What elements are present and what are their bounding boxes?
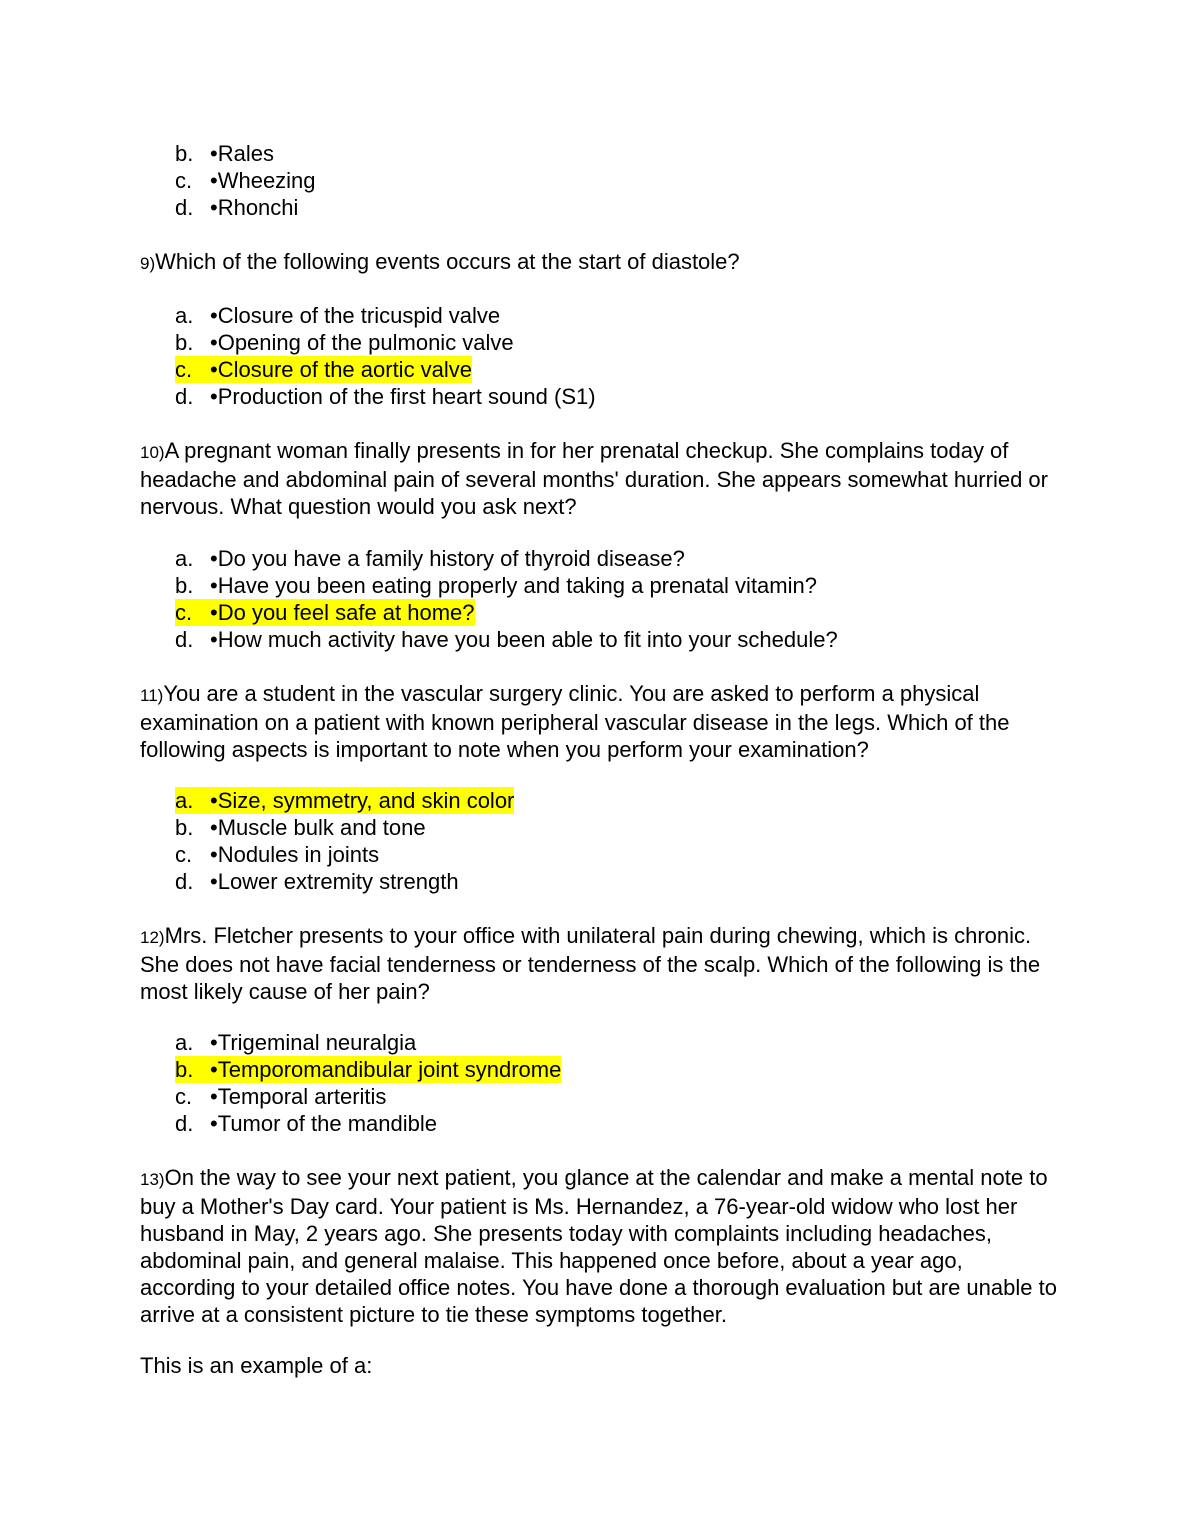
question-11	[140, 680, 1060, 763]
question-text-block	[140, 1164, 1060, 1328]
option-letter: d.	[175, 384, 194, 409]
option-text: •Nodules in joints	[210, 842, 380, 867]
option-item	[140, 599, 1060, 626]
option-item	[140, 1083, 1060, 1110]
option-letter: d.	[175, 1111, 194, 1136]
question-12	[140, 922, 1060, 1005]
question-13	[140, 1164, 1060, 1328]
question-9	[140, 248, 1060, 277]
option-letter: b.	[175, 141, 194, 166]
prev-options-block	[140, 140, 1060, 221]
options-list	[140, 787, 1060, 895]
option-letter: c.	[175, 842, 193, 867]
option-text: •Size, symmetry, and skin color	[210, 788, 515, 813]
option-letter: a.	[175, 546, 194, 571]
option-item	[140, 572, 1060, 599]
option-item	[140, 329, 1060, 356]
option-text: •Have you been eating properly and taking a prenatal vitamin?	[210, 573, 817, 598]
option-text: •Trigeminal neuralgia	[210, 1030, 417, 1055]
option-text: •Temporal arteritis	[210, 1084, 387, 1109]
option-letter: d.	[175, 627, 194, 652]
option-item	[140, 383, 1060, 410]
question-number: 12)	[140, 928, 165, 947]
option-text: •Production of the first heart sound (S1)	[210, 384, 596, 409]
question-text: A pregnant woman finally presents in for her prenatal checkup. She complains today of headache and abdominal pain of several months' duration. She appears somewhat hurried or nervous. What question would you ask next?	[140, 438, 1048, 519]
trailing-text: This is an example of a:	[140, 1353, 373, 1378]
option-text: •Do you have a family history of thyroid disease?	[210, 546, 685, 571]
options-list	[140, 545, 1060, 653]
option-text: •Tumor of the mandible	[210, 1111, 437, 1136]
option-text: •Closure of the tricuspid valve	[210, 303, 501, 328]
question-text-block	[140, 680, 1060, 763]
question-text: On the way to see your next patient, you glance at the calendar and make a mental note to buy a Mother's Day card. Your patient is Ms. Hernandez, a 76-year-old widow who lost her husband in May, 2 years ago. She presents today with complaints including headaches, abdominal pain, and general malaise. This happened once before, about a year ago, according to your detailed office notes. You have done a thorough evaluation but are unable to arrive at a consistent picture to tie these symptoms together.	[140, 1165, 1057, 1327]
question-number: 13)	[140, 1170, 165, 1189]
question-text-block	[140, 922, 1060, 1005]
option-text: •Muscle bulk and tone	[210, 815, 426, 840]
option-letter: b.	[175, 1057, 194, 1082]
option-text: •Rales	[210, 141, 274, 166]
question-text: You are a student in the vascular surgery clinic. You are asked to perform a physical examination on a patient with known peripheral vascular disease in the legs. Which of the following aspects is important to note when you perform your examination?	[140, 681, 1010, 762]
question-9-options	[140, 302, 1060, 410]
trailing-prompt	[140, 1352, 1060, 1379]
option-item	[140, 1056, 1060, 1083]
prev-options-list	[140, 140, 1060, 221]
question-number: 9)	[140, 254, 156, 273]
option-item	[140, 626, 1060, 653]
option-text: •Closure of the aortic valve	[210, 357, 473, 382]
option-item	[140, 302, 1060, 329]
question-text-block	[140, 248, 1060, 277]
option-letter: a.	[175, 303, 194, 328]
options-list	[140, 302, 1060, 410]
question-10-options	[140, 545, 1060, 653]
option-letter: d.	[175, 195, 194, 220]
question-number: 11)	[140, 686, 164, 705]
option-item	[140, 545, 1060, 572]
option-text: •Rhonchi	[210, 195, 299, 220]
option-letter: b.	[175, 815, 194, 840]
question-10	[140, 437, 1060, 520]
option-letter: a.	[175, 788, 194, 813]
option-item	[140, 841, 1060, 868]
option-item	[140, 1110, 1060, 1137]
option-letter: c.	[175, 168, 193, 193]
option-text: •Lower extremity strength	[210, 869, 459, 894]
question-12-options	[140, 1029, 1060, 1137]
option-letter: c.	[175, 600, 193, 625]
question-text: Mrs. Fletcher presents to your office with unilateral pain during chewing, which is chronic. She does not have facial tenderness or tenderness of the scalp. Which of the following is the most likely cause of her pain?	[140, 923, 1041, 1004]
option-item	[140, 787, 1060, 814]
option-item	[140, 167, 1060, 194]
option-item	[140, 356, 1060, 383]
question-text: Which of the following events occurs at the start of diastole?	[155, 249, 740, 274]
option-text: •Temporomandibular joint syndrome	[210, 1057, 562, 1082]
option-letter: a.	[175, 1030, 194, 1055]
option-text: •How much activity have you been able to fit into your schedule?	[210, 627, 838, 652]
question-number: 10)	[140, 443, 165, 462]
question-11-options	[140, 787, 1060, 895]
option-item	[140, 140, 1060, 167]
options-list	[140, 1029, 1060, 1137]
option-letter: c.	[175, 357, 193, 382]
option-letter: b.	[175, 330, 194, 355]
option-letter: c.	[175, 1084, 193, 1109]
option-text: •Do you feel safe at home?	[210, 600, 475, 625]
option-letter: b.	[175, 573, 194, 598]
option-item	[140, 1029, 1060, 1056]
option-item	[140, 194, 1060, 221]
option-text: •Opening of the pulmonic valve	[210, 330, 514, 355]
option-letter: d.	[175, 869, 194, 894]
option-item	[140, 868, 1060, 895]
question-text-block	[140, 437, 1060, 520]
option-text: •Wheezing	[210, 168, 316, 193]
option-item	[140, 814, 1060, 841]
